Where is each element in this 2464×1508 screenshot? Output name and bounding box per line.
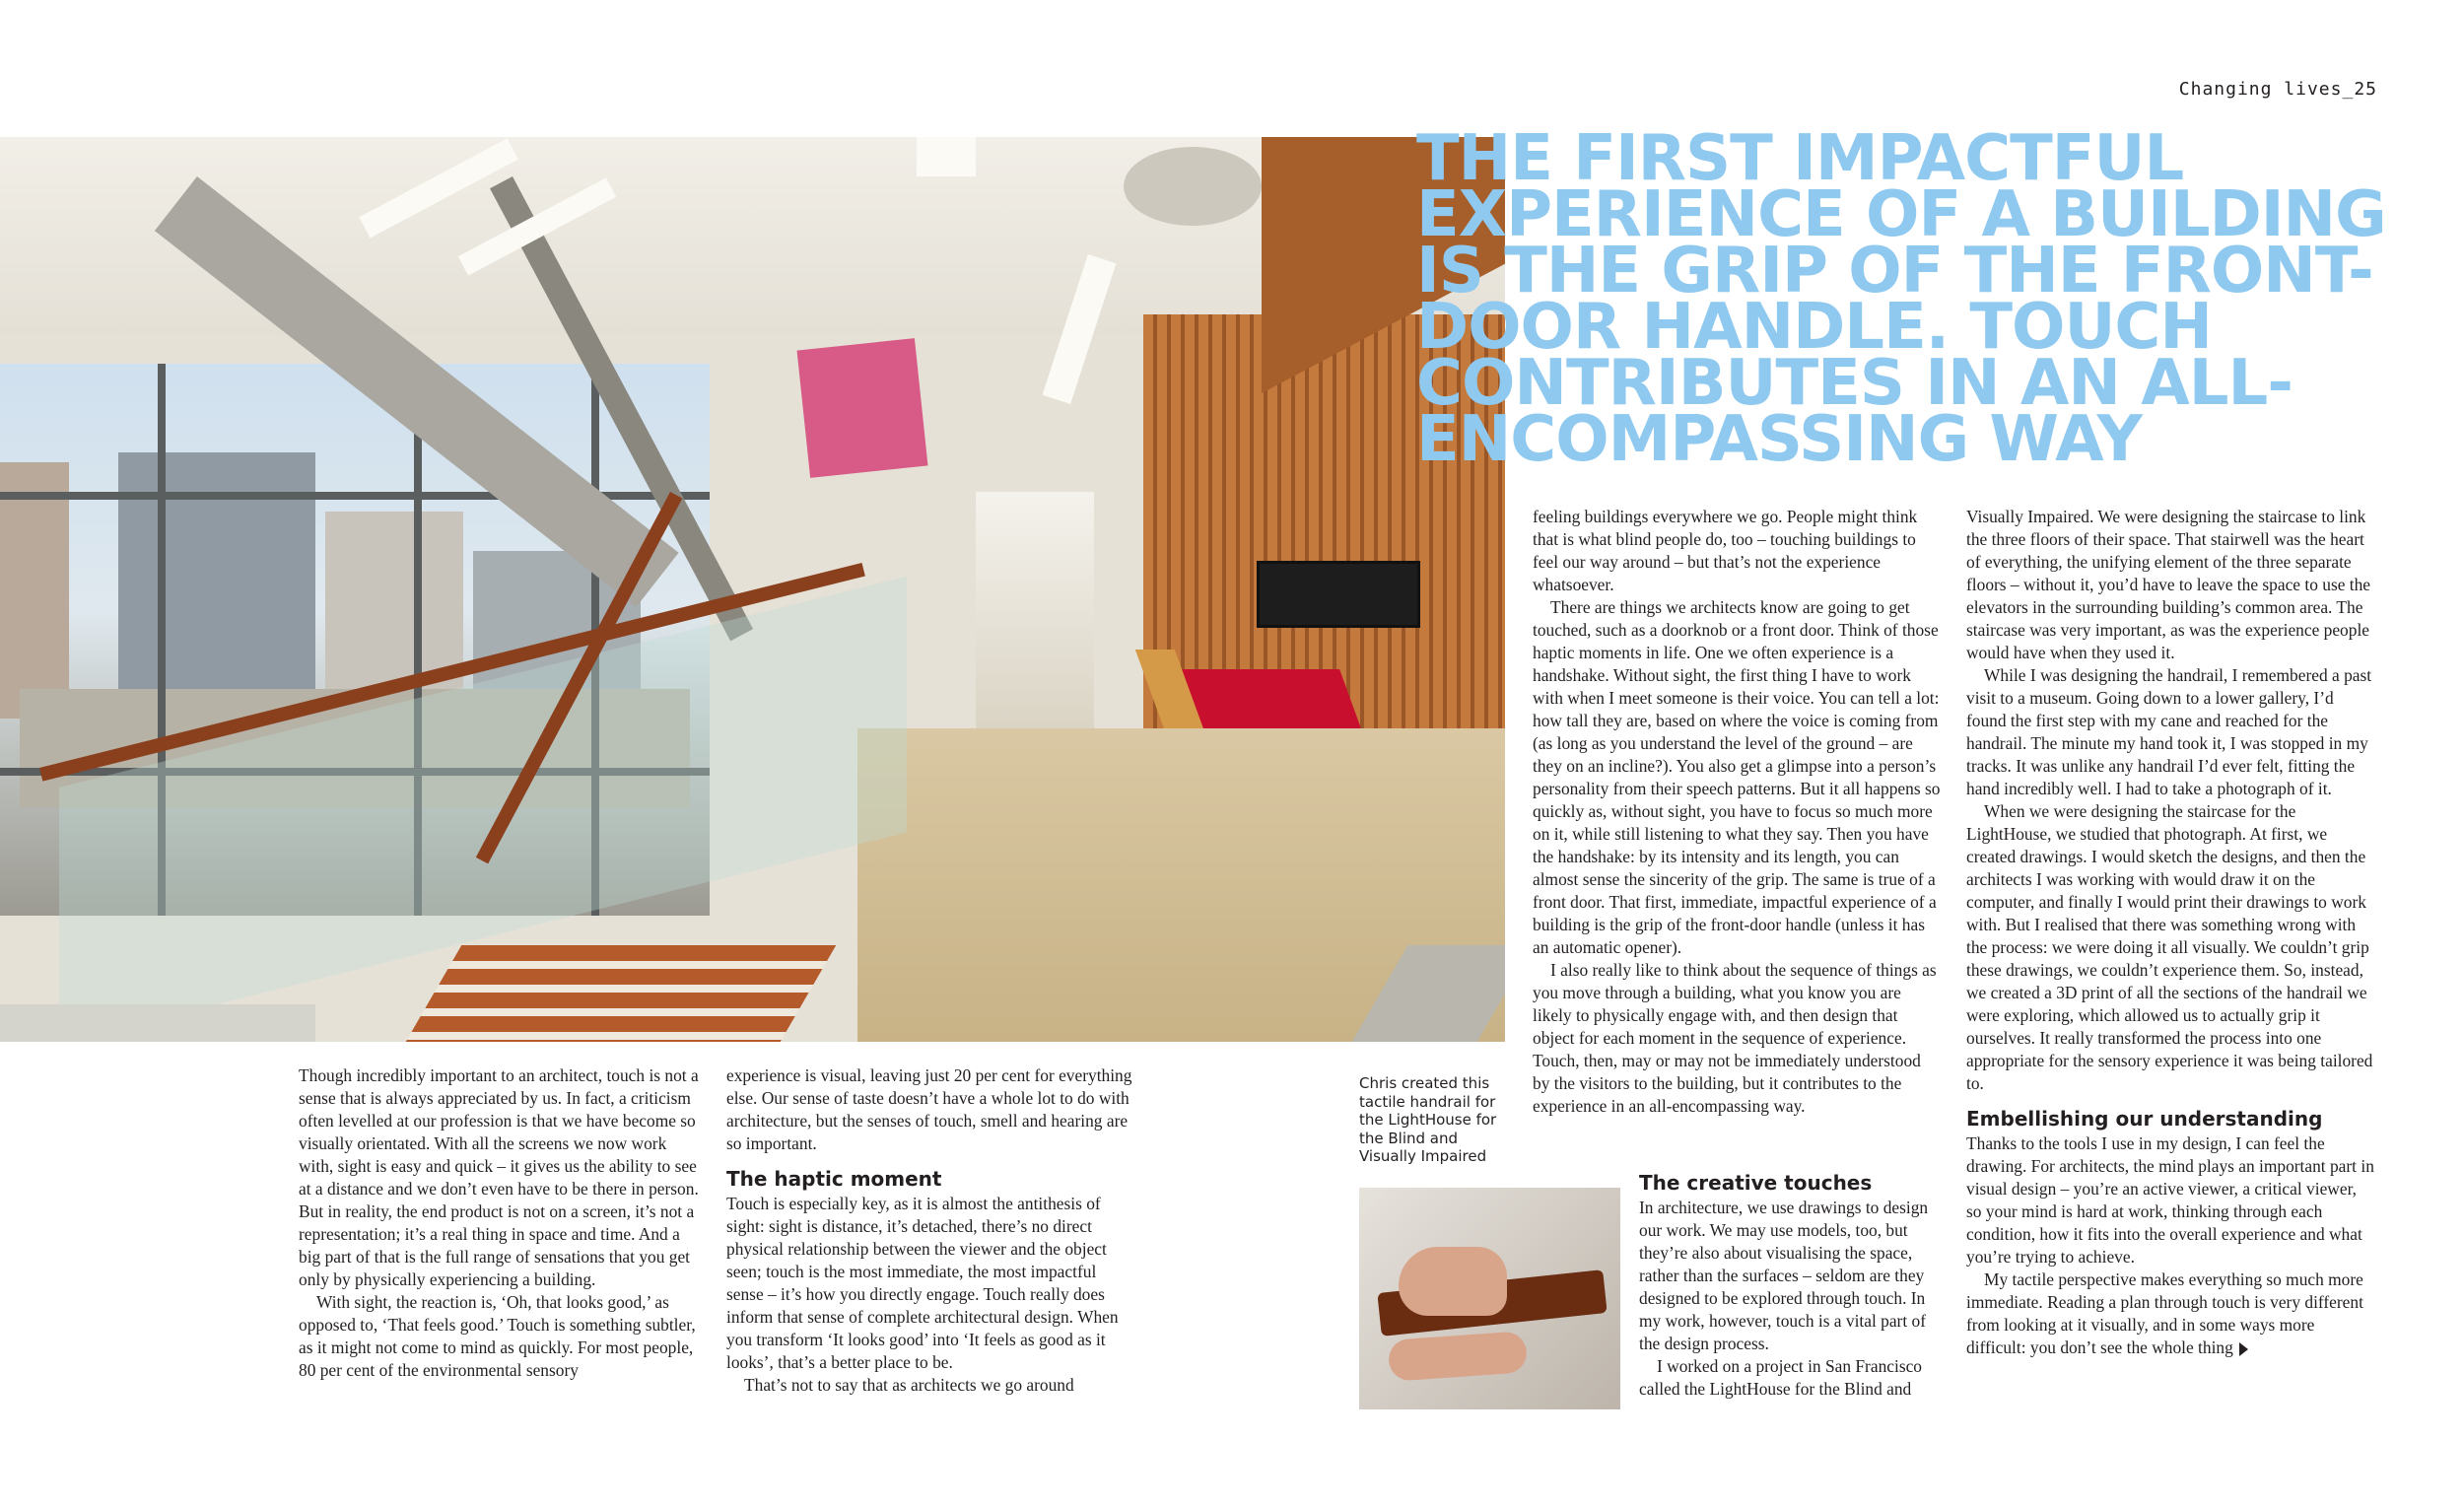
paragraph: While I was designing the handrail, I remembered a past visit to a museum. Going down to a lower gallery, I’d found the first step with my cane and reached for the handrail. The minute my hand took it, I was stopped in my tracks. It was unlike any handrail I’d ever felt, fitting the hand incredibly well. I had to take a photograph of it. [1966,665,2372,798]
paragraph: feeling buildings everywhere we go. People might think that is what blind people do, too – touching buildings to feel our way around – but that’s not the experience whatsoever. [1533,507,1918,594]
paragraph: I also really like to think about the sequence of things as you move through a building, what you know you are likely to physically engage with, and then design that object for each moment in the sequence of experience. Touch, then, may or may not be immediately understood by the visitors to the building, but it contributes to the experience in an all-encompassing way. [1533,960,1937,1116]
paragraph: experience is visual, leaving just 20 per cent for everything else. Our sense of taste doesn’t have a whole lot to do with architecture, but the senses of touch, smell and hearing are so important. [726,1065,1132,1153]
paragraph [1966,1268,2375,1359]
pull-quote: THE FIRST IMPACTFUL EXPERIENCE OF A BUILDING IS THE GRIP OF THE FRONT-DOOR HANDLE. TOUCH CONTRIBUTES IN AN ALL-ENCOMPASSING WAY [1416,122,2386,476]
paragraph: That’s not to say that as architects we go around [744,1375,1074,1395]
body-column-4 [1966,506,2375,1359]
subheading-creative-touches: The creative touches [1639,1171,1873,1195]
paragraph-text: My tactile perspective makes everything so much more immediate. Reading a plan through touch is very different from looking at it visually, and in some ways more difficult: you don’t see the whole thing [1966,1269,2363,1357]
subheading-haptic-moment: The haptic moment [726,1167,942,1191]
paragraph [1966,1132,2375,1268]
handrail-photo [1359,1188,1620,1409]
paragraph: Touch is especially key, as it is almost the antithesis of sight: sight is distance, it’s detached, there’s no direct physical relationship between the viewer and the object seen; touch is the most immediate, the most impactful sense – it’s how you directly engage. Touch really does inform that sense of complete architectural design. When you transform ‘It looks good’ into ‘It feels as good as it looks’, that’s a better place to be. [726,1194,1119,1372]
subheading-embellishing: Embellishing our understanding [1966,1107,2323,1131]
paragraph: In architecture, we use drawings to design our work. We may use models, too, but they’re also about visualising the space, rather than the surfaces – seldom are they designed to be explored through touch. In my work, however, touch is a vital part of the design process. [1639,1198,1929,1353]
body-column-3 [1533,506,1942,1118]
staircase-photo [0,137,1505,1042]
page-folio: Changing lives_25 [2178,79,2377,100]
body-column-3-lower [1639,1171,1943,1401]
arrow-right-icon [2239,1342,2248,1356]
paragraph: Visually Impaired. We were designing the staircase to link the three floors of their space. That stairwell was the heart of everything, the unifying element of the three separate floors – without it, you’d have to leave the space to use the elevators in the surrounding building’s common area. The staircase was very important, as was the experience people would have when they used it. [1966,507,2371,662]
paragraph-text: Thanks to the tools I use in my design, I can feel the drawing. For architects, the mind plays an important part in visual design – you’re an active viewer, a critical viewer, so your mind is hard at work, thinking through each condition, how it fits into the overall experience and what you’re trying to achieve. [1966,1133,2374,1267]
body-column-2 [726,1064,1132,1397]
body-column-1 [299,1064,705,1382]
paragraph: I worked on a project in San Francisco called the LightHouse for the Blind and [1639,1356,1922,1399]
paragraph: Though incredibly important to an architect, touch is not a sense that is always appreciated by us. In fact, a criticism often levelled at our profession is that we have become so visually orientated. With all the screens we now work with, sight is easy and quick – it gives us the ability to see at a distance and we don’t even have to be there in person. But in reality, the end product is not on a screen, it’s not a representation; it’s a real thing in space and time. And a big part of that is the full range of sensations that you get only by physically experiencing a building. [299,1065,699,1289]
paragraph: There are things we architects know are going to get touched, such as a doorknob or a front door. Think of those haptic moments in life. One we often experience is a handshake. Without sight, the first thing I have to work with when I meet someone is their voice. You can tell a lot: how tall they are, based on where the voice is coming from (as long as you understand the level of the ground – are they on an incline?). You also get a glimpse into a person’s personality from their speech patterns. But it all happens so quickly as, without sight, you have to focus so much more on it, while still listening to what they say. Then you have the handshake: by its intensity and its length, you can almost sense the sincerity of the grip. The same is true of a front door. That first, immediate, impactful experience of a building is the grip of the front-door handle (unless it has an automatic opener). [1533,597,1941,957]
paragraph: With sight, the reaction is, ‘Oh, that looks good,’ as opposed to, ‘That feels good.’ Touch is something subtler, as it might not come to mind as quickly. For most people, 80 per cent of the environmental sensory [299,1292,696,1380]
photo-caption: Chris created this tactile handrail for the LightHouse for the Blind and Visually Impaired [1359,1074,1497,1165]
paragraph: When we were designing the staircase for the LightHouse, we studied that photograph. At first, we created drawings. I would sketch the designs, and then the architects I was working with would draw it on the computer, and finally I would print their drawings to work with. But I realised that there was something wrong with the process: we were doing it all visually. We couldn’t grip these drawings, we couldn’t experience them. So, instead, we created a 3D print of all the sections of the handrail we were exploring, which allowed us to actually grip it ourselves. It really transformed the process into one appropriate for the sensory experience it was being tailored to. [1966,801,2373,1093]
